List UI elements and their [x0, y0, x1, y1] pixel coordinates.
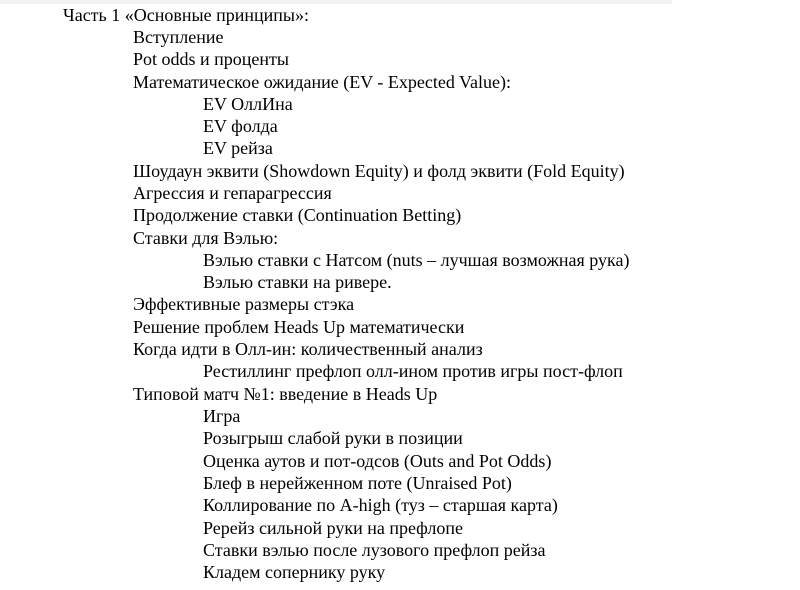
- toc-subitem: Розыгрыш слабой руки в позиции: [203, 428, 463, 448]
- toc-item: Вступление: [133, 27, 224, 47]
- toc-subitem: Ставки вэлью после лузового префлоп рейза: [203, 540, 546, 560]
- toc-subitem: Коллирование по A-high (туз – старшая карта): [203, 495, 558, 515]
- toc-item: Pot odds и проценты: [133, 49, 289, 69]
- toc-subitem: EV фолда: [203, 116, 278, 136]
- part-heading: Часть 1 «Основные принципы»:: [63, 5, 309, 25]
- toc-item: Ставки для Вэлью:: [133, 228, 279, 248]
- toc-item: Шоудаун эквити (Showdown Equity) и фолд эквити (Fold Equity): [133, 161, 625, 181]
- toc-subitem: Вэлью ставки на ривере.: [203, 272, 392, 292]
- toc-item: Агрессия и гепарагрессия: [133, 183, 332, 203]
- toc-item: Продолжение ставки (Continuation Betting): [133, 205, 462, 225]
- toc-item: Эффективные размеры стэка: [133, 294, 355, 314]
- toc-subitem: EV рейза: [203, 138, 273, 158]
- toc-subitem: Кладем сопернику руку: [203, 562, 386, 582]
- toc-item: Когда идти в Олл-ин: количественный анализ: [133, 339, 483, 359]
- toc-subitem: Вэлью ставки с Натсом (nuts – лучшая возможная рука): [203, 250, 630, 270]
- toc-item: Типовой матч №1: введение в Heads Up: [133, 384, 438, 404]
- toc-item: Математическое ожидание (EV - Expected Value):: [133, 72, 511, 92]
- toc-subitem: Оценка аутов и пот-одсов (Outs and Pot Odds): [203, 451, 552, 471]
- toc-item: Решение проблем Heads Up математически: [133, 317, 465, 337]
- toc-subitem: Блеф в нерейженном поте (Unraised Pot): [203, 473, 512, 493]
- toc-subitem: Рестиллинг префлоп олл-ином против игры пост-флоп: [203, 361, 623, 381]
- toc-subitem: Ререйз сильной руки на префлопе: [203, 518, 463, 538]
- toc-subitem: EV ОллИна: [203, 94, 293, 114]
- toc-subitem: Игра: [203, 406, 241, 426]
